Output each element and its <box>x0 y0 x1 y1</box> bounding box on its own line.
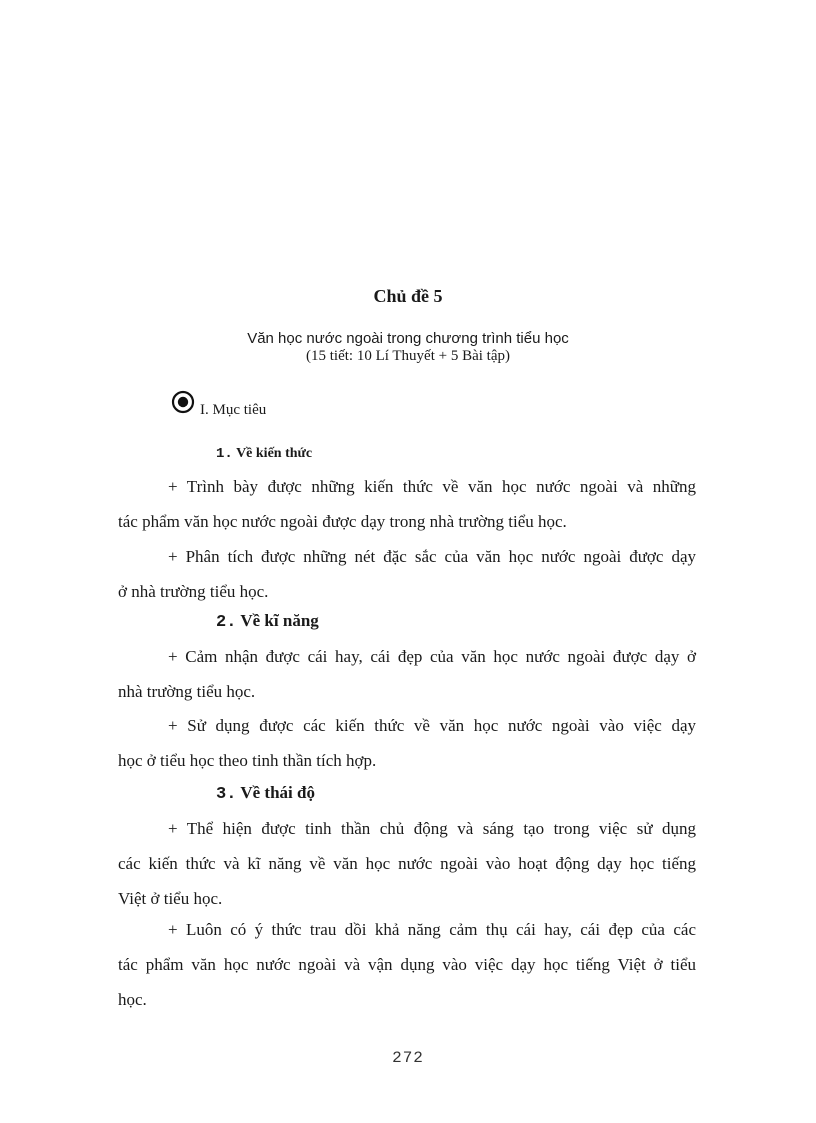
knowledge-paragraph-2 <box>118 539 696 609</box>
skills-label: Về kĩ năng <box>240 611 319 630</box>
paragraph-line: nhà trường tiểu học. <box>118 682 256 701</box>
knowledge-label: Về kiến thức <box>236 446 313 461</box>
paragraph-line: các kiến thức và kĩ năng về văn học nước ngoài vào hoạt động dạy học tiếng <box>118 854 696 873</box>
page-number: 272 <box>392 1049 424 1067</box>
paragraph-line: + Sử dụng được các kiến thức về văn học nước ngoài vào việc dạy <box>168 716 696 735</box>
paragraph-line: Việt ở tiểu học. <box>118 889 223 908</box>
section-heading: I. Mục tiêu <box>200 402 267 418</box>
knowledge-heading <box>216 446 312 462</box>
paragraph-line: tác phẩm văn học nước ngoài được dạy trong nhà trường tiểu học. <box>118 512 567 531</box>
paragraph-line: + Thể hiện được tinh thần chủ động và sáng tạo trong việc sử dụng <box>168 819 696 838</box>
target-bullet-icon <box>171 390 195 414</box>
paragraph-line: + Cảm nhận được cái hay, cái đẹp của văn học nước ngoài được dạy ở <box>168 647 696 666</box>
skills-paragraph-1 <box>118 639 696 709</box>
paragraph-line: học ở tiểu học theo tinh thần tích hợp. <box>118 751 377 770</box>
attitude-paragraph-1 <box>118 811 696 916</box>
attitude-paragraph-2 <box>118 912 696 1017</box>
paragraph-line: học. <box>118 990 147 1009</box>
chapter-title: Chủ đề 5 <box>373 286 443 306</box>
period-note: (15 tiết: 10 Lí Thuyết + 5 Bài tập) <box>306 348 510 364</box>
attitude-label: Về thái độ <box>240 783 315 802</box>
paragraph-line: + Trình bày được những kiến thức về văn học nước ngoài và những <box>168 477 696 496</box>
paragraph-line: ở nhà trường tiểu học. <box>118 582 269 601</box>
paragraph-line: tác phẩm văn học nước ngoài và vận dụng vào việc dạy học tiếng Việt ở tiểu <box>118 955 696 974</box>
paragraph-line: + Luôn có ý thức trau dồi khả năng cảm thụ cái hay, cái đẹp của các <box>168 920 696 939</box>
knowledge-number: 1. <box>216 446 233 462</box>
skills-heading <box>216 611 319 632</box>
knowledge-paragraph-1 <box>118 469 696 539</box>
attitude-heading <box>216 783 315 804</box>
attitude-number: 3. <box>216 785 237 804</box>
chapter-subtitle: Văn học nước ngoài trong chương trình tiểu học <box>247 330 569 347</box>
skills-paragraph-2 <box>118 708 696 778</box>
paragraph-line: + Phân tích được những nét đặc sắc của văn học nước ngoài được dạy <box>168 547 696 566</box>
skills-number: 2. <box>216 613 237 632</box>
